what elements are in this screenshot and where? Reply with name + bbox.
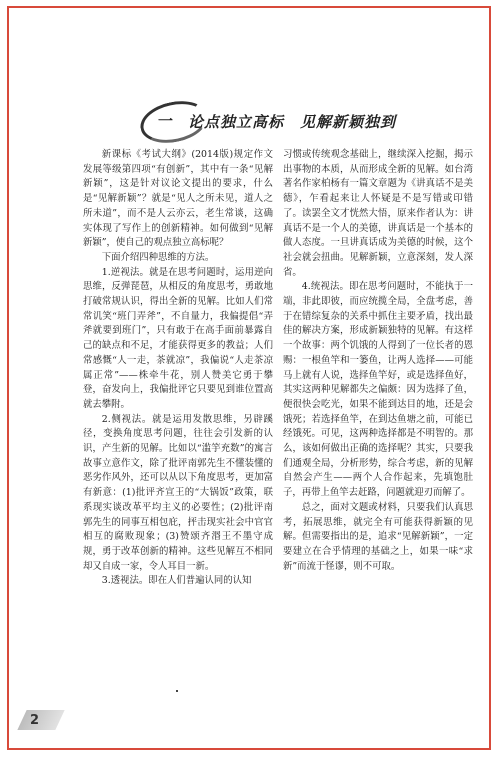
paragraph: 习惯或传统观念基础上，继续深入挖掘，揭示出事物的本质，从而形成全新的见解。如台湾著名作家柏杨有一篇文章题为《讲真话不是美德》，乍看起来让人怀疑是不是写错或印错了。读罢全文才恍然大悟，原来作者认为：讲真话不是一个人的美德，讲真话是一个基本的做人态度。一旦讲真话成为美德的时候，这个社会就会扭曲。见解新颖，立意深刻，发人深省。 xyxy=(283,149,473,278)
stray-dot xyxy=(176,690,178,692)
paragraph: 1.逆视法。就是在思考问题时，运用逆向思维，反弹琵琶，从相反的角度思考，勇敢地打破常规认识，得出全新的见解。比如人们常常讥笑“班门弄斧”，不自量力，我偏提倡“弄斧就要到班门”，只有敢于在高手面前暴露自己的缺点和不足，才能获得更多的教益；人们常感慨“人一走，茶就凉”，我偏说“人走茶凉属正常”——株牵牛花，别人赞美它勇于攀登，奋发向上，我偏批评它只要见到谁位置高就去攀附。 xyxy=(83,266,273,410)
page-number: 2 xyxy=(30,713,40,728)
heading-text: 论点独立高标 见解新颖独到 xyxy=(188,113,397,131)
section-heading xyxy=(140,108,420,134)
paragraph: 3.透视法。即在人们普遍认同的认知 xyxy=(101,575,252,587)
paragraph: 新课标《考试大纲》(2014版)规定作文发展等级第四项“有创新”，其中有一条“见解新颖”，这是针对议论文提出的要求，什么是“见解新颖”？就是“见人之所未见，道人之所未道”，而不是人云亦云，老生常谈，这确实体现了写作上的创新精神。如何做到“见解新颖”，使自己的观点独立高标呢？ xyxy=(83,149,273,249)
heading-number: 一 xyxy=(158,112,174,130)
left-column xyxy=(83,148,273,589)
paragraph: 下面介绍四种思维的方法。 xyxy=(101,251,215,263)
paragraph: 总之，面对文题或材料，只要我们认真思考，拓展思维，就完全有可能获得新颖的见解。但需要指出的是，追求“见解新颖”，一定要建立在合乎情理的基础之上，如果一味“求新”而流于怪谬，则不可取。 xyxy=(283,501,473,572)
right-column xyxy=(283,148,473,574)
paragraph: 4.统视法。即在思考问题时，不能执于一端，非此即彼，而应统揽全局，全盘考虑，善于在错综复杂的关系中抓住主要矛盾，找出最佳的解决方案，形成新颖独特的见解。有这样一个故事：两个饥饿的人得到了一位长者的恩赐：一根鱼竿和一篓鱼，让两人选择——可能马上就有人说，选择鱼竿好，或是选择鱼好，其实这两种见解都失之偏颇：因为选择了鱼，便很快会吃光，如果不能到达目的地，还是会饿死；若选择鱼竿，在到达鱼塘之前，可能已经饿死。可见，这两种选择都是不明智的。那么，该如何做出正确的选择呢？其实，只要我们通观全局，分析形势，综合考虑，新的见解自然会产生——两个人合作起来，先填饱肚子，再带上鱼竿去赶路，问题就迎刃而解了。 xyxy=(283,281,473,499)
paragraph: 2.侧视法。就是运用发散思维，另辟蹊径，变换角度思考问题，往往会引发新的认识，产生新的见解。比如以“滥竽充数”的寓言故事立意作文，除了批评南郭先生不懂装懂的恶劣作风外，还可以从以下角度思考，更加富有新意：(1)批评齐宣王的“大锅饭”政策，联系现实谈改革平均主义的必要性；(2)批评南郭先生的同事互相包庇，抨击现实社会中官官相互的腐败现象；(3)赞颂齐湣王不墨守成规，勇于改革创新的精神。这些见解互不相同却又自成一家，令人耳目一新。 xyxy=(83,413,273,572)
